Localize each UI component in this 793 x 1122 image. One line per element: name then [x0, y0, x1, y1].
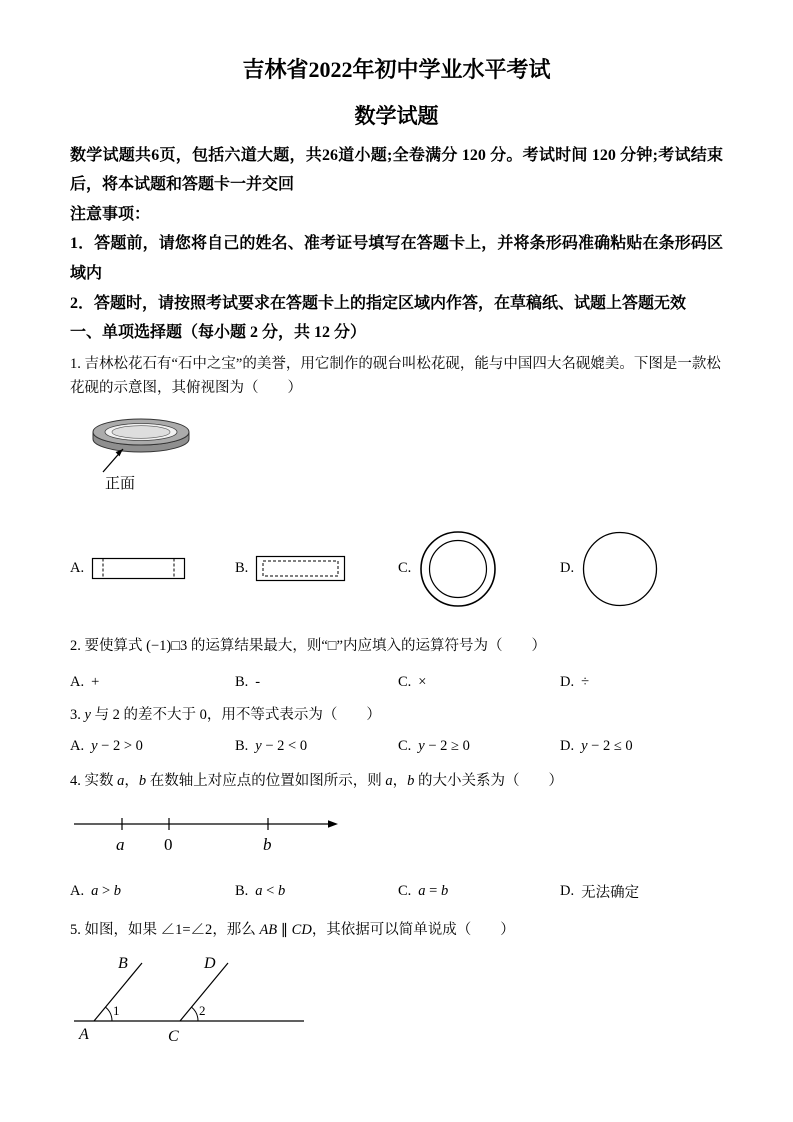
label-c: C	[168, 1028, 179, 1046]
q3-option-a	[70, 738, 235, 755]
q2-option-d	[560, 674, 723, 691]
q2-option-a	[70, 674, 235, 691]
inkstone-figure	[76, 411, 226, 493]
q2-option-b-text: -	[255, 673, 261, 690]
parallel-lines-figure	[72, 953, 322, 1047]
exam-subtitle: 数学试题	[354, 103, 439, 128]
q1-option-b-label: B.	[235, 560, 249, 577]
q4-option-a-label: A.	[70, 883, 85, 900]
q3-option-a-label: A.	[70, 738, 85, 755]
label-angle-1: 1	[113, 1003, 120, 1019]
q3-option-d-text: y − 2 ≤ 0	[581, 738, 633, 755]
question-4-text: 4. 实数 a，b 在数轴上对应点的位置如图所示，则 a，b 的大小关系为（ ）	[70, 773, 563, 790]
section-heading: 一、单项选择题（每小题 2 分，共 12 分）	[70, 324, 367, 342]
q1-option-c-label: C.	[398, 560, 412, 577]
question-3-text: 3. y 与 2 的差不大于 0，用不等式表示为（ ）	[70, 706, 381, 723]
notice-heading: 注意事项：	[70, 205, 151, 223]
q2-option-b	[235, 674, 398, 691]
q4-option-c-text: a = b	[418, 883, 449, 900]
q3-option-c-label: C.	[398, 738, 412, 755]
q4-option-a	[70, 883, 235, 900]
q1-option-d-label: D.	[560, 560, 575, 577]
q1-option-a-shape	[91, 556, 187, 582]
q2-option-c	[398, 674, 560, 691]
question-2-options	[70, 674, 723, 691]
numberline-figure	[72, 806, 342, 856]
q3-option-a-text: y − 2 > 0	[91, 738, 143, 755]
notice-item-1: 1．答题前，请您将自己的姓名、准考证号填写在答题卡上，并将条形码准确粘贴在条形码区域内	[70, 235, 723, 282]
q2-option-d-text: ÷	[581, 673, 590, 690]
q3-option-c	[398, 738, 560, 755]
q2-option-a-label: A.	[70, 673, 85, 690]
label-zero: 0	[164, 835, 173, 855]
q1-option-a-label: A.	[70, 560, 85, 577]
q4-option-b-label: B.	[235, 883, 249, 900]
q1-option-b	[235, 555, 398, 583]
q4-option-c-label: C.	[398, 883, 412, 900]
q1-option-a	[70, 556, 235, 582]
q2-option-b-label: B.	[235, 673, 249, 690]
q4-option-b	[235, 883, 398, 900]
exam-intro: 数学试题共6页，包括六道大题，共26道小题;全卷满分 120 分。考试时间 120 分钟;考试结束后，将本试题和答题卡一并交回	[70, 146, 723, 194]
q4-option-d-label: D.	[560, 883, 575, 900]
notice-item-2: 2．答题时，请按照考试要求在答题卡上的指定区域内作答，在草稿纸、试题上答题无效	[70, 294, 687, 312]
numberline-arrow-head	[328, 821, 338, 829]
question-1-options	[70, 529, 723, 609]
q1-option-b-shape	[255, 555, 347, 583]
label-b: B	[118, 955, 128, 973]
label-a: A	[79, 1026, 89, 1044]
question-2-text: 2. 要使算式 (−1)□3 的运算结果最大，则“□”内应填入的运算符号为（ ）	[70, 637, 546, 654]
label-b: b	[263, 835, 272, 855]
q3-option-d-label: D.	[560, 738, 575, 755]
question-3-options	[70, 738, 723, 755]
q1-option-d	[560, 530, 723, 608]
q4-option-a-text: a > b	[91, 883, 122, 900]
q2-option-d-label: D.	[560, 673, 575, 690]
q4-option-c	[398, 883, 560, 900]
q4-option-b-text: a < b	[255, 883, 286, 900]
q1-option-c	[398, 529, 560, 609]
q3-option-b	[235, 738, 398, 755]
q1-option-c-shape	[418, 529, 498, 609]
exam-title: 吉林省2022年初中学业水平考试	[242, 57, 551, 82]
q2-option-c-label: C.	[398, 673, 412, 690]
q2-option-a-text: +	[91, 673, 100, 690]
label-a: a	[116, 835, 125, 855]
angle-1-arc	[106, 1007, 113, 1021]
question-5-text: 5. 如图，如果 ∠1=∠2，那么 AB ∥ CD，其依据可以简单说成（ ）	[70, 922, 515, 939]
q1-option-d-shape	[581, 530, 659, 608]
front-label: 正面	[105, 475, 136, 492]
q2-option-c-text: ×	[418, 673, 427, 690]
q3-option-b-label: B.	[235, 738, 249, 755]
angle-2-arc	[192, 1007, 199, 1021]
question-4-options	[70, 881, 723, 902]
q3-option-d	[560, 738, 723, 755]
q4-option-d-text: 无法确定	[581, 885, 640, 902]
question-1-text: 1. 吉林松花石有“石中之宝”的美誉，用它制作的砚台叫松花砚，能与中国四大名砚媲美。下图是一款松花砚的示意图，其俯视图为（ ）	[70, 355, 721, 396]
q4-option-d	[560, 881, 723, 902]
label-angle-2: 2	[199, 1003, 206, 1019]
label-d: D	[204, 955, 216, 973]
q3-option-b-text: y − 2 < 0	[255, 738, 308, 755]
q3-option-c-text: y − 2 ≥ 0	[418, 738, 470, 755]
